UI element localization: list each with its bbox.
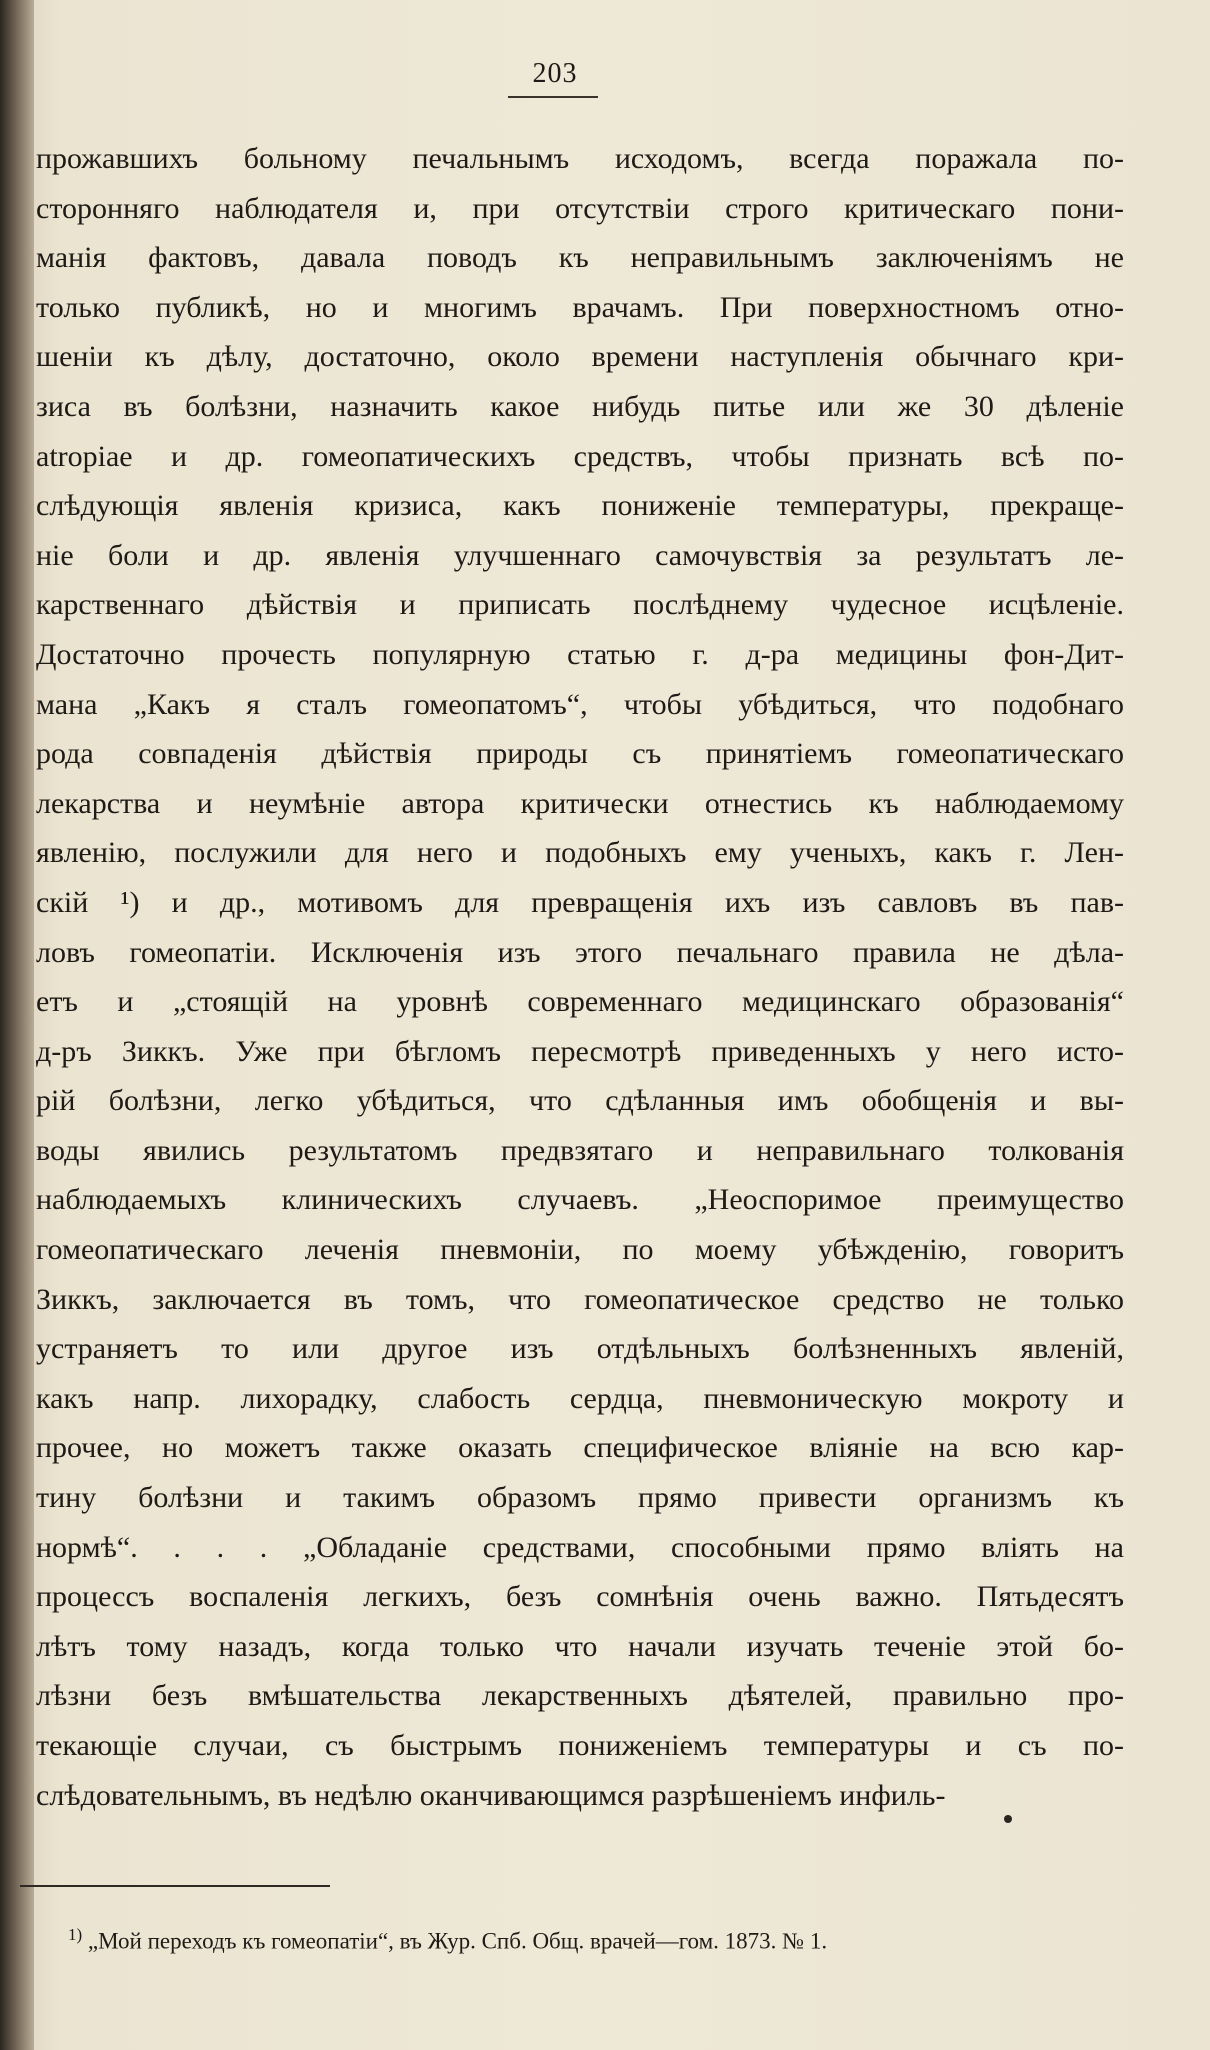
- text-line: воды явились результатомъ предвзятаго и неправильнаго толкованія: [36, 1133, 1124, 1167]
- text-line: устраняетъ то или другое изъ отдѣльныхъ болѣзненныхъ явленій,: [36, 1332, 1124, 1366]
- text-line: лекарства и неумѣніе автора критически отнестись къ наблюдаемому: [36, 786, 1124, 820]
- text-line: шеніи къ дѣлу, достаточно, около времени наступленія обычнаго кри-: [36, 340, 1124, 374]
- page-number-rule: [508, 96, 598, 98]
- book-binding-edge: [0, 0, 34, 2050]
- text-line: гомеопатическаго леченія пневмоніи, по моему убѣжденію, говоритъ: [36, 1233, 1124, 1267]
- text-line: только публикѣ, но и многимъ врачамъ. При поверхностномъ отно-: [36, 290, 1124, 324]
- text-line: явленію, послужили для него и подобныхъ ему ученыхъ, какъ г. Лен-: [36, 836, 1124, 870]
- text-line: atropiae и др. гомеопатическихъ средствъ, чтобы признать всѣ по-: [36, 439, 1124, 473]
- footnote: [68, 1925, 1128, 1955]
- text-line: зиса въ болѣзни, назначить какое нибудь питье или же 30 дѣленіе: [36, 389, 1124, 423]
- footnote-marker: 1): [68, 1925, 83, 1944]
- text-line: процессъ воспаленія легкихъ, безъ сомнѣнія очень важно. Пятьдесятъ: [36, 1580, 1124, 1614]
- footnote-text: „Мой переходъ къ гомеопатіи“, въ Жур. Спб. Общ. врачей—гом. 1873. № 1.: [87, 1928, 828, 1954]
- text-line: наблюдаемыхъ клиническихъ случаевъ. „Неоспоримое преимущество: [36, 1183, 1124, 1217]
- text-line: скій ¹) и др., мотивомъ для превращенія ихъ изъ савловъ въ пав-: [36, 885, 1124, 919]
- text-line: ловъ гомеопатіи. Исключенія изъ этого печальнаго правила не дѣла-: [36, 935, 1124, 969]
- text-line: сторонняго наблюдателя и, при отсутствіи строго критическаго пони-: [36, 191, 1124, 225]
- text-line: лѣзни безъ вмѣшательства лекарственныхъ дѣятелей, правильно про-: [36, 1679, 1124, 1713]
- text-line: нормѣ“. . . . „Обладаніе средствами, способными прямо вліять на: [36, 1530, 1124, 1564]
- text-line: мана „Какъ я сталъ гомеопатомъ“, чтобы убѣдиться, что подобнаго: [36, 687, 1124, 721]
- footnote-rule: [20, 1885, 330, 1887]
- text-line: д-ръ Зиккъ. Уже при бѣгломъ пересмотрѣ приведенныхъ у него исто-: [36, 1034, 1124, 1068]
- text-line: какъ напр. лихорадку, слабость сердца, пневмоническую мокроту и: [36, 1381, 1124, 1415]
- text-line: рода совпаденія дѣйствія природы съ принятіемъ гомеопатическаго: [36, 737, 1124, 771]
- text-line: тину болѣзни и такимъ образомъ прямо привести организмъ къ: [36, 1481, 1124, 1515]
- text-line: слѣдующія явленія кризиса, какъ пониженіе температуры, прекраще-: [36, 489, 1124, 523]
- text-line: карственнаго дѣйствія и приписать послѣднему чудесное исцѣленіе.: [36, 588, 1124, 622]
- text-line: ніе боли и др. явленія улучшеннаго самочувствія за результатъ ле-: [36, 538, 1124, 572]
- text-line: текающіе случаи, съ быстрымъ пониженіемъ температуры и съ по-: [36, 1729, 1124, 1762]
- text-line: етъ и „стоящій на уровнѣ современнаго медицинскаго образованія“: [36, 985, 1124, 1019]
- text-line: лѣтъ тому назадъ, когда только что начали изучать теченіе этой бо-: [36, 1629, 1124, 1663]
- text-line: слѣдовательнымъ, въ недѣлю оканчивающимся разрѣшеніемъ инфиль-: [36, 1778, 946, 1812]
- body-text: [36, 134, 1124, 1820]
- text-line: манія фактовъ, давала поводъ къ неправильнымъ заключеніямъ не: [36, 241, 1124, 275]
- text-line: Зиккъ, заключается въ томъ, что гомеопатическое средство не только: [36, 1282, 1124, 1316]
- page-number: 203: [532, 58, 578, 89]
- text-line: прожавшихъ больному печальнымъ исходомъ, всегда поражала по-: [36, 142, 1124, 175]
- ink-dot: [1004, 1815, 1012, 1823]
- text-line: рій болѣзни, легко убѣдиться, что сдѣланныя имъ обобщенія и вы-: [36, 1084, 1124, 1118]
- text-line: прочее, но можетъ также оказать специфическое вліяніе на всю кар-: [36, 1431, 1124, 1465]
- text-line: Достаточно прочесть популярную статью г. д-ра медицины фон-Дит-: [36, 637, 1124, 671]
